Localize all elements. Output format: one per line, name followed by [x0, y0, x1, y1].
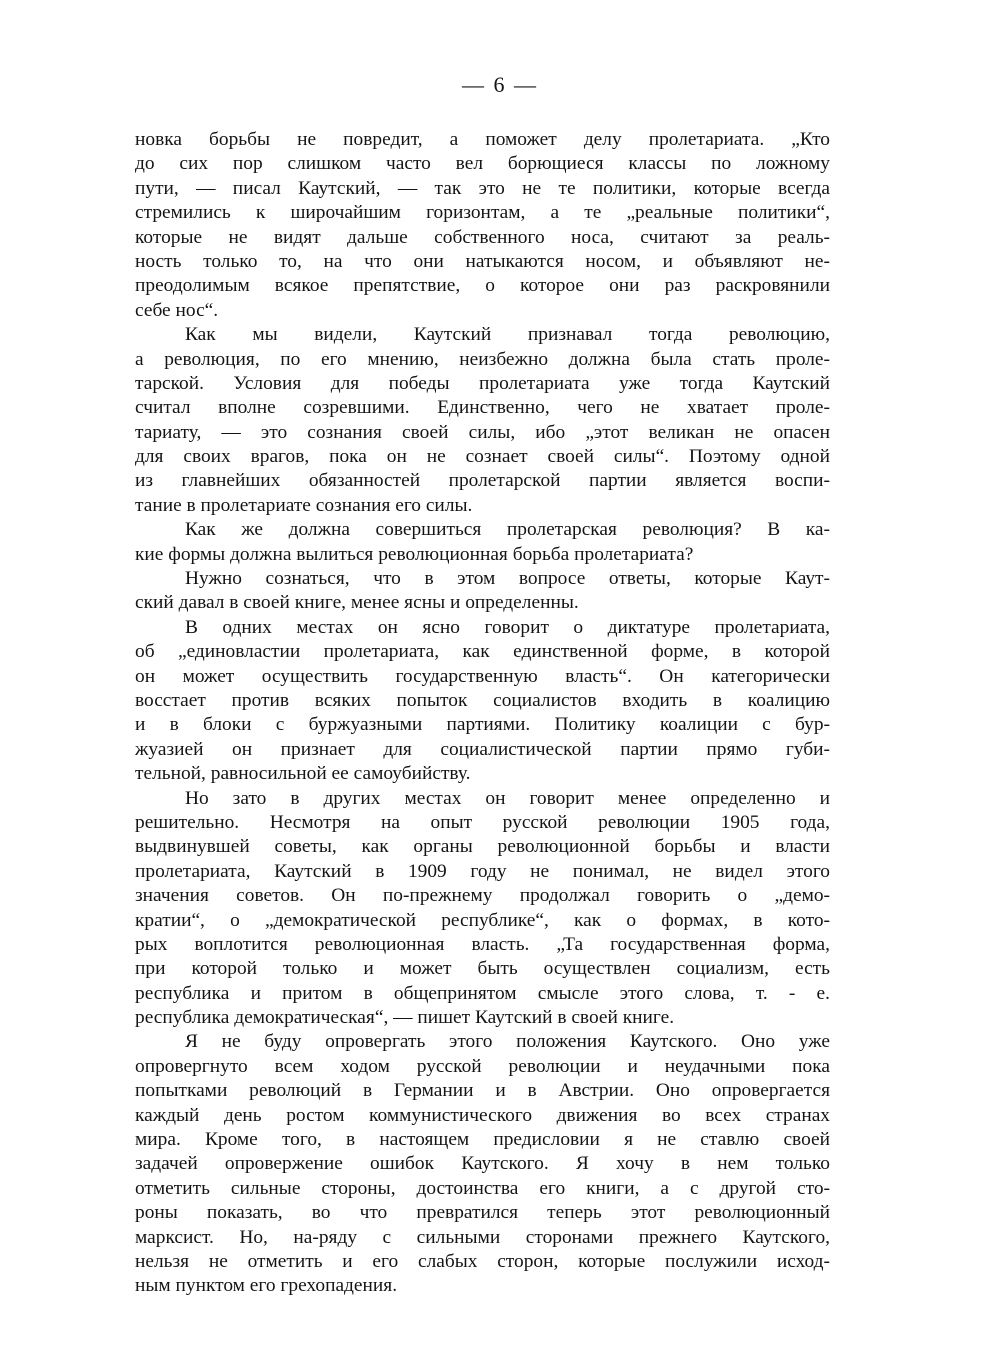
text-line: ский давал в своей книге, менее ясны и определенны. [135, 592, 579, 614]
text-line: ным пунктом его грехопадения. [135, 1275, 398, 1297]
text-line: кие формы должна вылиться революционная борьба пролетариата? [135, 543, 694, 565]
text-line: которые не видят дальше собственного носа, считают за реаль- [135, 226, 830, 248]
text-line: марксист. Но, на-ряду с сильными сторонами прежнего Каутского, [135, 1226, 830, 1248]
text-line: пролетариата, Каутский в 1909 году не понимал, не видел этого [135, 860, 830, 882]
text-line: Нужно сознаться, что в этом вопросе ответы, которые Каут- [185, 568, 830, 590]
text-line: считал вполне созревшими. Единственно, чего не хватает проле- [135, 397, 830, 419]
text-line: опровергнуто всем ходом русской революции и неудачными пока [135, 1055, 830, 1077]
text-line: значения советов. Он по-прежнему продолжал говорить о „демо- [135, 885, 830, 907]
text-line: нельзя не отметить и его слабых сторон, которые послужили исход- [135, 1250, 830, 1272]
text-line: Как же должна совершиться пролетарская революция? В ка- [185, 519, 830, 541]
text-line: он может осуществить государственную власть“. Он категорически [135, 665, 830, 687]
text-line: роны показать, во что превратился теперь этот революционный [135, 1202, 830, 1224]
text-line: Но зато в других местах он говорит менее определенно и [185, 787, 830, 809]
text-line: из главнейших обязанностей пролетарской партии является воспи- [135, 470, 830, 492]
text-line: тельной, равносильной ее самоубийству. [135, 763, 471, 785]
text-line: попытками революций в Германии и в Австрии. Оно опровергается [135, 1080, 830, 1102]
text-line: Я не буду опровергать этого положения Каутского. Оно уже [185, 1031, 830, 1053]
text-line: до сих пор слишком часто вел борющиеся классы по ложному [135, 153, 830, 175]
text-line: себе нос“. [135, 299, 219, 321]
text-line: восстает против всяких попыток социалистов входить в коалицию [135, 689, 830, 711]
text-line: пути, — писал Каутский, — так это не те политики, которые всегда [135, 177, 830, 199]
page-number: — 6 — [462, 72, 538, 97]
text-line: преодолимым всякое препятствие, о которое они раз раскровянили [135, 275, 830, 297]
text-line: тарской. Условия для победы пролетариата уже тогда Каутский [135, 372, 830, 394]
text-line: республика и притом в общепринятом смысле этого слова, т. - е. [135, 982, 830, 1004]
text-line: жуазией он признает для социалистической партии прямо губи- [135, 738, 830, 760]
text-line: стремились к широчайшим горизонтам, а те „реальные политики“, [135, 202, 830, 224]
text-line: новка борьбы не повредит, а поможет делу пролетариата. „Кто [135, 129, 830, 150]
text-line: отметить сильные стороны, достоинства его книги, а с другой сто- [135, 1177, 830, 1199]
text-line: В одних местах он ясно говорит о диктатуре пролетариата, [185, 616, 830, 638]
text-line: выдвинувшей советы, как органы революционной борьбы и власти [135, 836, 830, 858]
text-line: решительно. Несмотря на опыт русской революции 1905 года, [135, 811, 830, 833]
body-text [135, 128, 830, 1299]
text-line: Как мы видели, Каутский признавал тогда революцию, [185, 324, 830, 346]
text-line: об „единовластии пролетариата, как единственной форме, в которой [135, 641, 830, 663]
text-line: каждый день ростом коммунистического движения во всех странах [135, 1104, 830, 1126]
text-line: республика демократическая“, — пишет Каутский в своей книге. [135, 1007, 675, 1029]
text-line: тание в пролетариате сознания его силы. [135, 494, 473, 516]
text-line: рых воплотится революционная власть. „Та государственная форма, [135, 933, 830, 955]
text-line: тариату, — это сознания своей силы, ибо „этот великан не опасен [135, 421, 830, 443]
text-line: задачей опровержение ошибок Каутского. Я хочу в нем только [135, 1153, 830, 1175]
text-line: мира. Кроме того, в настоящем предисловии я не ставлю своей [135, 1129, 830, 1151]
text-line: при которой только и может быть осуществлен социализм, есть [135, 958, 830, 980]
text-line: для своих врагов, пока он не сознает своей силы“. Поэтому одной [135, 446, 830, 468]
text-line: ность только то, на что они натыкаются носом, и объявляют не- [135, 250, 830, 272]
text-line: и в блоки с буржуазными партиями. Политику коалиции с бур- [135, 714, 830, 736]
text-line: кратии“, о „демократической республике“, как о формах, в кото- [135, 909, 830, 931]
text-line: а революция, по его мнению, неизбежно должна была стать проле- [135, 348, 830, 370]
